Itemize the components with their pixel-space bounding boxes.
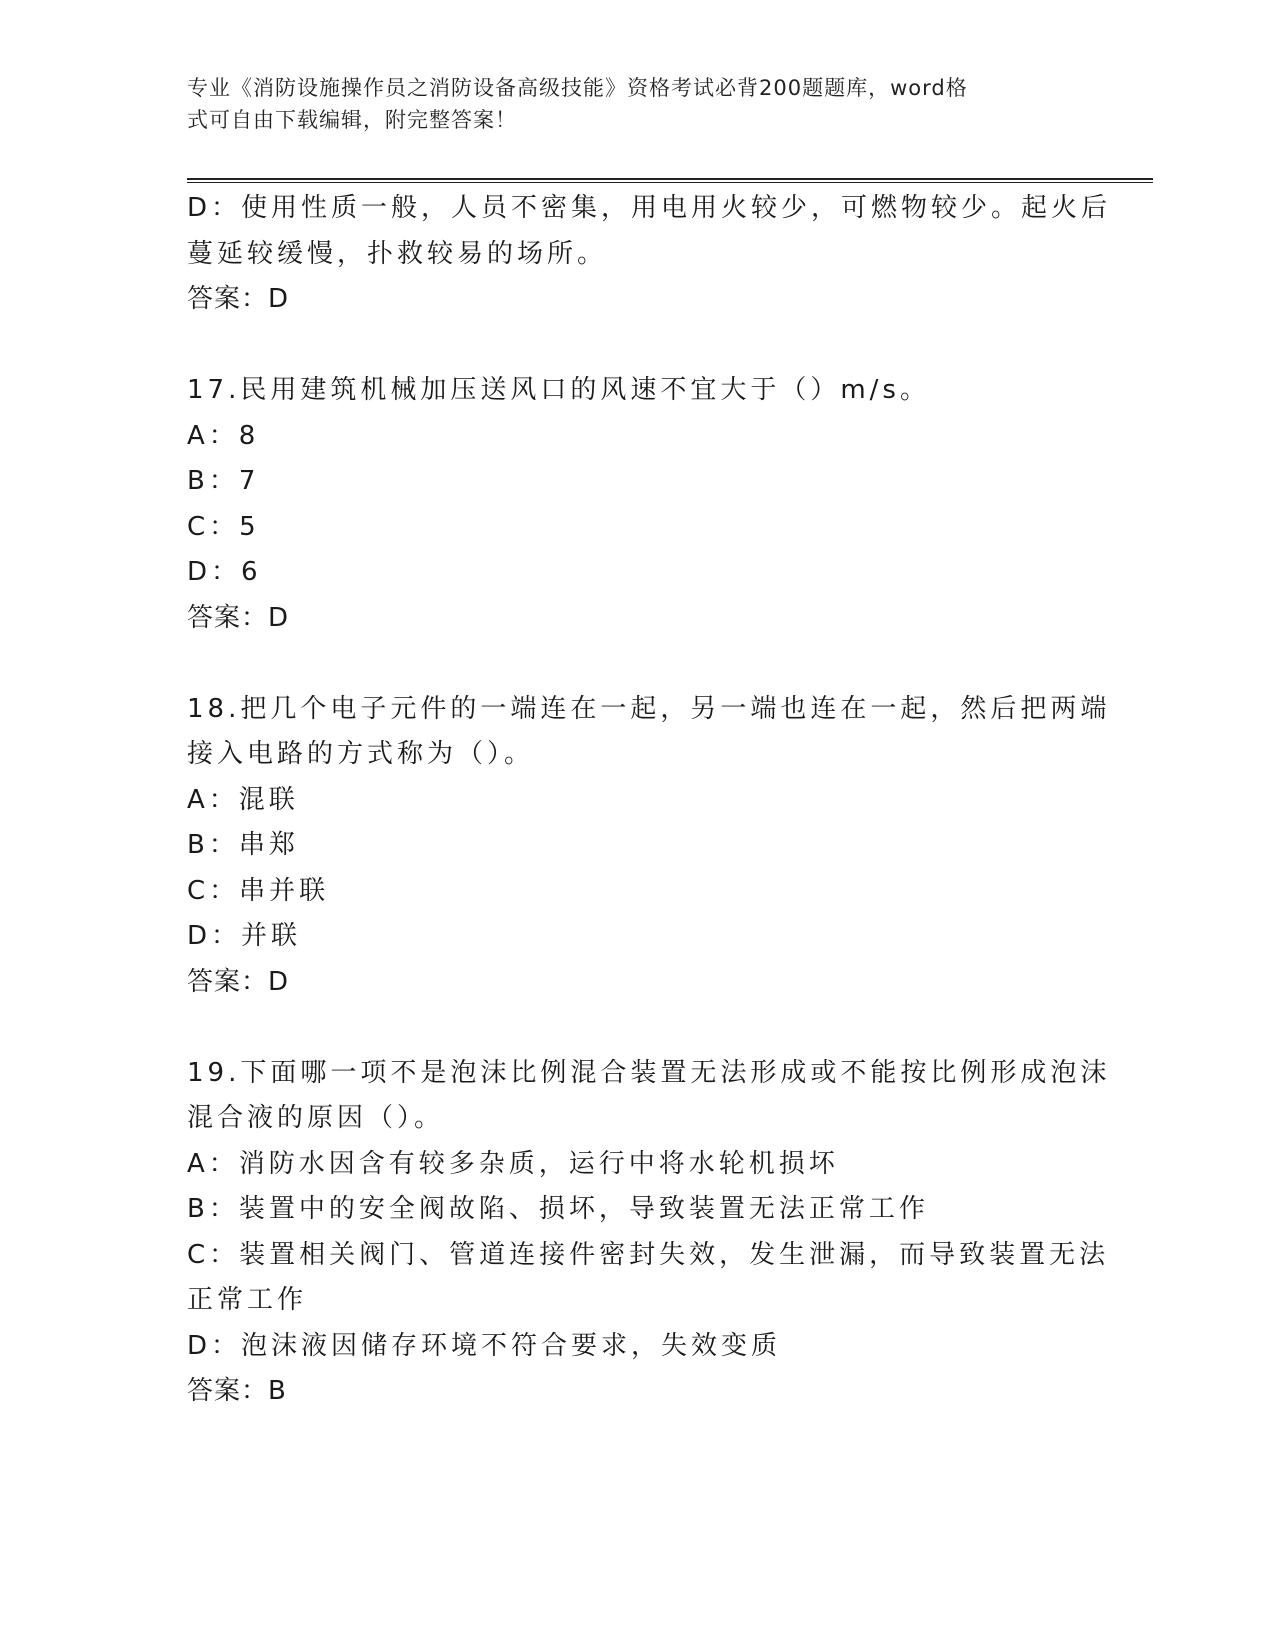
document-header bbox=[187, 72, 1067, 136]
option-d: D：6 bbox=[187, 557, 262, 587]
option-a: A：混联 bbox=[187, 784, 299, 815]
answer-line: 答案：B bbox=[187, 1376, 287, 1406]
option-d: D：泡沫液因储存环境不符合要求，失效变质 bbox=[187, 1330, 782, 1361]
option-a: A：8 bbox=[187, 420, 260, 451]
header-line-1: 专业《消防设施操作员之消防设备高级技能》资格考试必背200题题库，word格 bbox=[187, 76, 968, 100]
question-list bbox=[187, 186, 1112, 1415]
option-b: B：串郑 bbox=[187, 830, 299, 860]
option-d: D：使用性质一般，人员不密集，用电用火较少，可燃物较少。起火后 bbox=[187, 193, 1112, 223]
spacer bbox=[187, 1005, 1087, 1051]
option-c: C：串并联 bbox=[187, 875, 330, 906]
question-stem: 18.把几个电子元件的一端连在一起，另一端也连在一起，然后把两端 bbox=[187, 693, 1111, 724]
continued-question bbox=[187, 186, 1112, 323]
spacer bbox=[187, 323, 1087, 369]
question-19 bbox=[187, 1051, 1111, 1415]
header-line-2: 式可自由下载编辑，附完整答案！ bbox=[187, 108, 517, 132]
option-d: D：并联 bbox=[187, 921, 302, 951]
option-d-continued: 蔓延较缓慢，扑救较易的场所。 bbox=[187, 238, 608, 269]
option-c-continued: 正常工作 bbox=[187, 1285, 308, 1315]
question-18 bbox=[187, 687, 1111, 1006]
option-b: B：7 bbox=[187, 466, 260, 496]
option-c: C：装置相关阀门、管道连接件密封失效，发生泄漏，而导致装置无法 bbox=[187, 1239, 1110, 1270]
header-divider bbox=[187, 178, 1153, 183]
answer-line: 答案：D bbox=[187, 284, 290, 314]
option-b: B：装置中的安全阀故陷、损坏，导致装置无法正常工作 bbox=[187, 1194, 929, 1224]
question-stem-continued: 接入电路的方式称为（）。 bbox=[187, 739, 535, 769]
spacer bbox=[187, 641, 1087, 687]
question-stem-continued: 混合液的原因（）。 bbox=[187, 1103, 445, 1133]
question-17 bbox=[187, 368, 1087, 641]
option-a: A：消防水因含有较多杂质，运行中将水轮机损坏 bbox=[187, 1148, 839, 1179]
option-c: C：5 bbox=[187, 511, 260, 542]
answer-line: 答案：D bbox=[187, 966, 290, 997]
question-stem: 17.民用建筑机械加压送风口的风速不宜大于（）m/s。 bbox=[187, 375, 930, 405]
answer-line: 答案：D bbox=[187, 602, 290, 633]
question-stem: 19.下面哪一项不是泡沫比例混合装置无法形成或不能按比例形成泡沫 bbox=[187, 1057, 1111, 1088]
